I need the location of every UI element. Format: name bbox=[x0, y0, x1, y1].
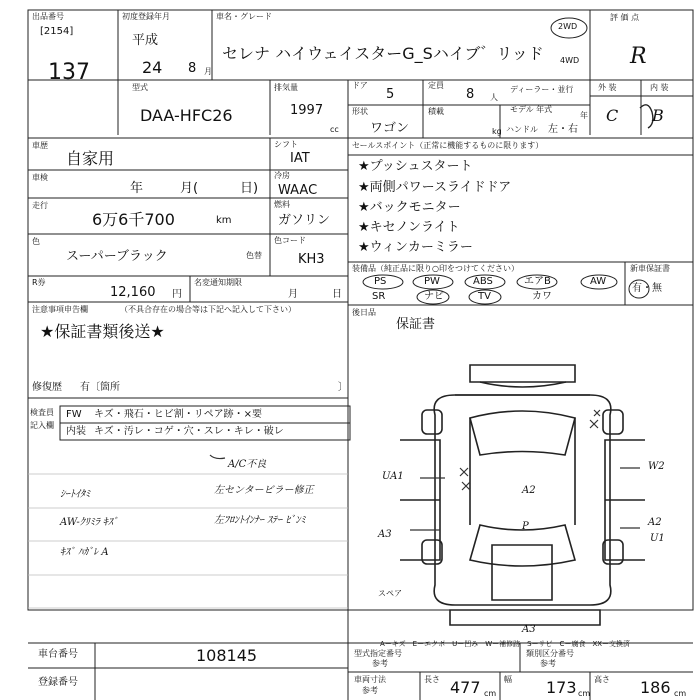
recycle-unit: 円 bbox=[172, 289, 182, 300]
notice-month: 月 bbox=[288, 289, 298, 300]
grade-label: 評 価 点 bbox=[610, 13, 640, 22]
height-unit: cm bbox=[674, 689, 687, 698]
capacity-value: 8 bbox=[466, 87, 475, 102]
grade-ext: C bbox=[606, 106, 619, 125]
drive-2wd: 2WD bbox=[558, 22, 578, 31]
lot-label: 出品番号 bbox=[32, 12, 64, 21]
ac-value: WAAC bbox=[278, 183, 318, 198]
recycle-label: R券 bbox=[32, 278, 46, 287]
notice-day: 日 bbox=[332, 289, 342, 300]
diagram-mark-a3-left: A3 bbox=[378, 529, 392, 540]
equipment-label: 装備品（純正品に限り○印をつけてください） bbox=[352, 264, 519, 273]
reg-month-unit: 月 bbox=[204, 67, 212, 76]
inspector-label-2: 記入欄 bbox=[30, 421, 54, 430]
diagram-mark-a2: A2 bbox=[522, 485, 536, 496]
handle-value: 左・右 bbox=[548, 124, 578, 135]
inspector-row1-label: FW bbox=[66, 409, 82, 420]
selling-item: ★プッシュスタート bbox=[358, 159, 473, 174]
repair-value: 有〔箇所 bbox=[80, 382, 120, 393]
selling-item: ★キセノンライト bbox=[358, 220, 460, 235]
equip-tv: TV bbox=[478, 291, 491, 302]
equip-pw: PW bbox=[424, 276, 440, 287]
hand-right-1: A/C不良 bbox=[228, 459, 267, 470]
selling-item: ★ウィンカーミラー bbox=[358, 240, 473, 255]
equip-abs: ABS bbox=[473, 276, 493, 287]
shaken-year: 年 bbox=[130, 181, 144, 196]
dims-label-1: 車両寸法 bbox=[354, 675, 386, 684]
model-year-label: モデル 年式 bbox=[510, 105, 553, 114]
length-unit: cm bbox=[484, 689, 497, 698]
width-label: 幅 bbox=[504, 675, 512, 684]
length-value: 477 bbox=[450, 678, 481, 697]
length-label: 長さ bbox=[424, 675, 440, 684]
after-docs-value: 保証書 bbox=[396, 317, 436, 332]
diagram-mark-a3-bottom: A3 bbox=[522, 624, 536, 635]
reg-era: 平成 bbox=[132, 33, 159, 48]
displacement-label: 排気量 bbox=[274, 83, 298, 92]
width-value: 173 bbox=[546, 678, 577, 697]
grade-value: R bbox=[630, 44, 647, 69]
mileage-value: 6万6千700 bbox=[92, 210, 175, 229]
inspector-label-1: 検査員 bbox=[30, 408, 54, 417]
car-name: セレナ ハイウェイスターG_Sハイブ゛リッド bbox=[222, 44, 544, 63]
weight-label: 積載 bbox=[428, 107, 444, 116]
height-label: 高さ bbox=[594, 675, 610, 684]
recycle-value: 12,160 bbox=[110, 285, 156, 300]
selling-label: セールスポイント（正常に機能するものに限ります） bbox=[352, 141, 544, 150]
width-unit: cm bbox=[578, 689, 591, 698]
diagram-mark-ua1: UA1 bbox=[382, 471, 404, 482]
ac-label: 冷房 bbox=[274, 171, 290, 180]
color-value: スーパーブラック bbox=[66, 249, 168, 264]
category-sub: 参考 bbox=[540, 659, 556, 668]
shift-value: IAT bbox=[290, 151, 310, 166]
warranty-value: 有・無 bbox=[632, 283, 662, 294]
color-code: KH3 bbox=[298, 252, 325, 267]
selling-item: ★両側パワースライドドア bbox=[358, 180, 512, 195]
lot-sub: [2154] bbox=[40, 26, 74, 37]
hand-right-3: 左ﾌﾛﾝﾄｲﾝﾅｰ ｽﾃｰ ﾋﾞﾝﾐ bbox=[214, 515, 306, 526]
body-value: ワゴン bbox=[370, 121, 410, 136]
lot-number: 137 bbox=[48, 60, 90, 85]
height-value: 186 bbox=[640, 678, 671, 697]
dims-label-2: 参考 bbox=[362, 686, 378, 695]
handle-label: ハンドル bbox=[506, 125, 538, 134]
equip-leather: カワ bbox=[532, 291, 552, 302]
reg-month: 8 bbox=[188, 61, 197, 76]
use-label: 車歴 bbox=[32, 141, 48, 150]
color-change-label: 色替 bbox=[246, 251, 262, 260]
repair-label: 修復歴 bbox=[32, 382, 62, 393]
hand-right-2: 左センタービラー修正 bbox=[214, 485, 314, 496]
inspector-row1: キズ・飛石・ヒビ割・リペア跡・×要 bbox=[94, 409, 262, 420]
warranty-label: 新車保証書 bbox=[630, 264, 670, 273]
chassis-value: 108145 bbox=[196, 646, 258, 665]
car-label: 車名・グレード bbox=[216, 12, 272, 21]
body-label: 形状 bbox=[352, 107, 368, 116]
hand-left-2: AW-ｸﾘﾐﾗ ｷｽﾞ bbox=[60, 517, 118, 528]
capacity-unit: 人 bbox=[490, 93, 498, 102]
specified-label: 型式指定番号 bbox=[354, 649, 402, 658]
capacity-label: 定員 bbox=[428, 81, 444, 90]
grade-int: B bbox=[652, 106, 664, 125]
diagram-mark-a2-right: A2 bbox=[648, 517, 662, 528]
equip-navi: ナビ bbox=[424, 291, 444, 302]
diagram-mark-p: P bbox=[522, 521, 529, 532]
chassis-label: 車台番号 bbox=[38, 649, 78, 660]
shift-label: シフト bbox=[274, 140, 298, 149]
inspector-row2-label: 内装 bbox=[66, 426, 86, 437]
registration-label: 登録番号 bbox=[38, 677, 78, 688]
grade-int-label: 内 装 bbox=[650, 83, 669, 92]
drive-4wd: 4WD bbox=[560, 56, 580, 65]
selling-item: ★バックモニター bbox=[358, 200, 461, 215]
grade-ext-label: 外 装 bbox=[598, 83, 617, 92]
shaken-month: 月( bbox=[180, 181, 199, 196]
hand-left-3: ｷｽﾞ ﾊｶﾞﾚ A bbox=[60, 547, 109, 558]
notes-label: 注意事項申告欄 bbox=[32, 305, 88, 314]
notice-label: 名変通知期限 bbox=[194, 278, 242, 287]
category-label: 類別区分番号 bbox=[526, 649, 574, 658]
equip-airbag: エアB bbox=[524, 276, 551, 287]
repair-close: 〕 bbox=[338, 382, 348, 393]
damage-legend: A－キズ E－エクボ U－凹み W－補修跡 S－サビ C－腐食 XX－交換済 bbox=[380, 640, 631, 648]
color-label: 色 bbox=[32, 237, 40, 246]
model-value: DAA-HFC26 bbox=[140, 106, 233, 125]
displacement-unit: cc bbox=[330, 125, 339, 134]
diagram-spare: スペア bbox=[378, 589, 402, 598]
equip-sr: SR bbox=[372, 291, 386, 302]
hand-left-1: ｼｰﾄｲﾀﾐ bbox=[60, 489, 90, 500]
fuel-value: ガソリン bbox=[278, 213, 331, 228]
fuel-label: 燃料 bbox=[274, 200, 290, 209]
notes-value: ★保証書類後送★ bbox=[40, 322, 165, 341]
displacement-value: 1997 bbox=[290, 103, 324, 118]
equip-aw: AW bbox=[590, 276, 607, 287]
equip-ps: PS bbox=[374, 276, 387, 287]
shaken-day: 日) bbox=[240, 181, 259, 196]
mileage-label: 走行 bbox=[32, 201, 48, 210]
use-value: 自家用 bbox=[66, 149, 115, 168]
doors-value: 5 bbox=[386, 87, 395, 102]
model-year-unit: 年 bbox=[580, 111, 588, 120]
specified-sub: 参考 bbox=[372, 659, 388, 668]
reg-year: 24 bbox=[142, 58, 163, 77]
shaken-label: 車検 bbox=[32, 173, 48, 182]
color-code-label: 色コード bbox=[274, 236, 306, 245]
doors-label: ドア bbox=[352, 81, 368, 90]
model-label: 型式 bbox=[132, 83, 148, 92]
dealer-label: ディーラー・並行 bbox=[510, 85, 574, 94]
after-docs-label: 後日品 bbox=[352, 308, 376, 317]
weight-unit: kg bbox=[492, 127, 502, 136]
reg-label: 初度登録年月 bbox=[122, 12, 170, 21]
diagram-mark-w2: W2 bbox=[648, 461, 665, 472]
diagram-mark-u1: U1 bbox=[650, 533, 665, 544]
notes-sub: （不具合存在の場合等は下記へ記入して下さい） bbox=[120, 305, 296, 314]
mileage-unit: km bbox=[216, 215, 232, 226]
inspector-row2: キズ・汚レ・コゲ・穴・スレ・キレ・破レ bbox=[94, 426, 284, 437]
